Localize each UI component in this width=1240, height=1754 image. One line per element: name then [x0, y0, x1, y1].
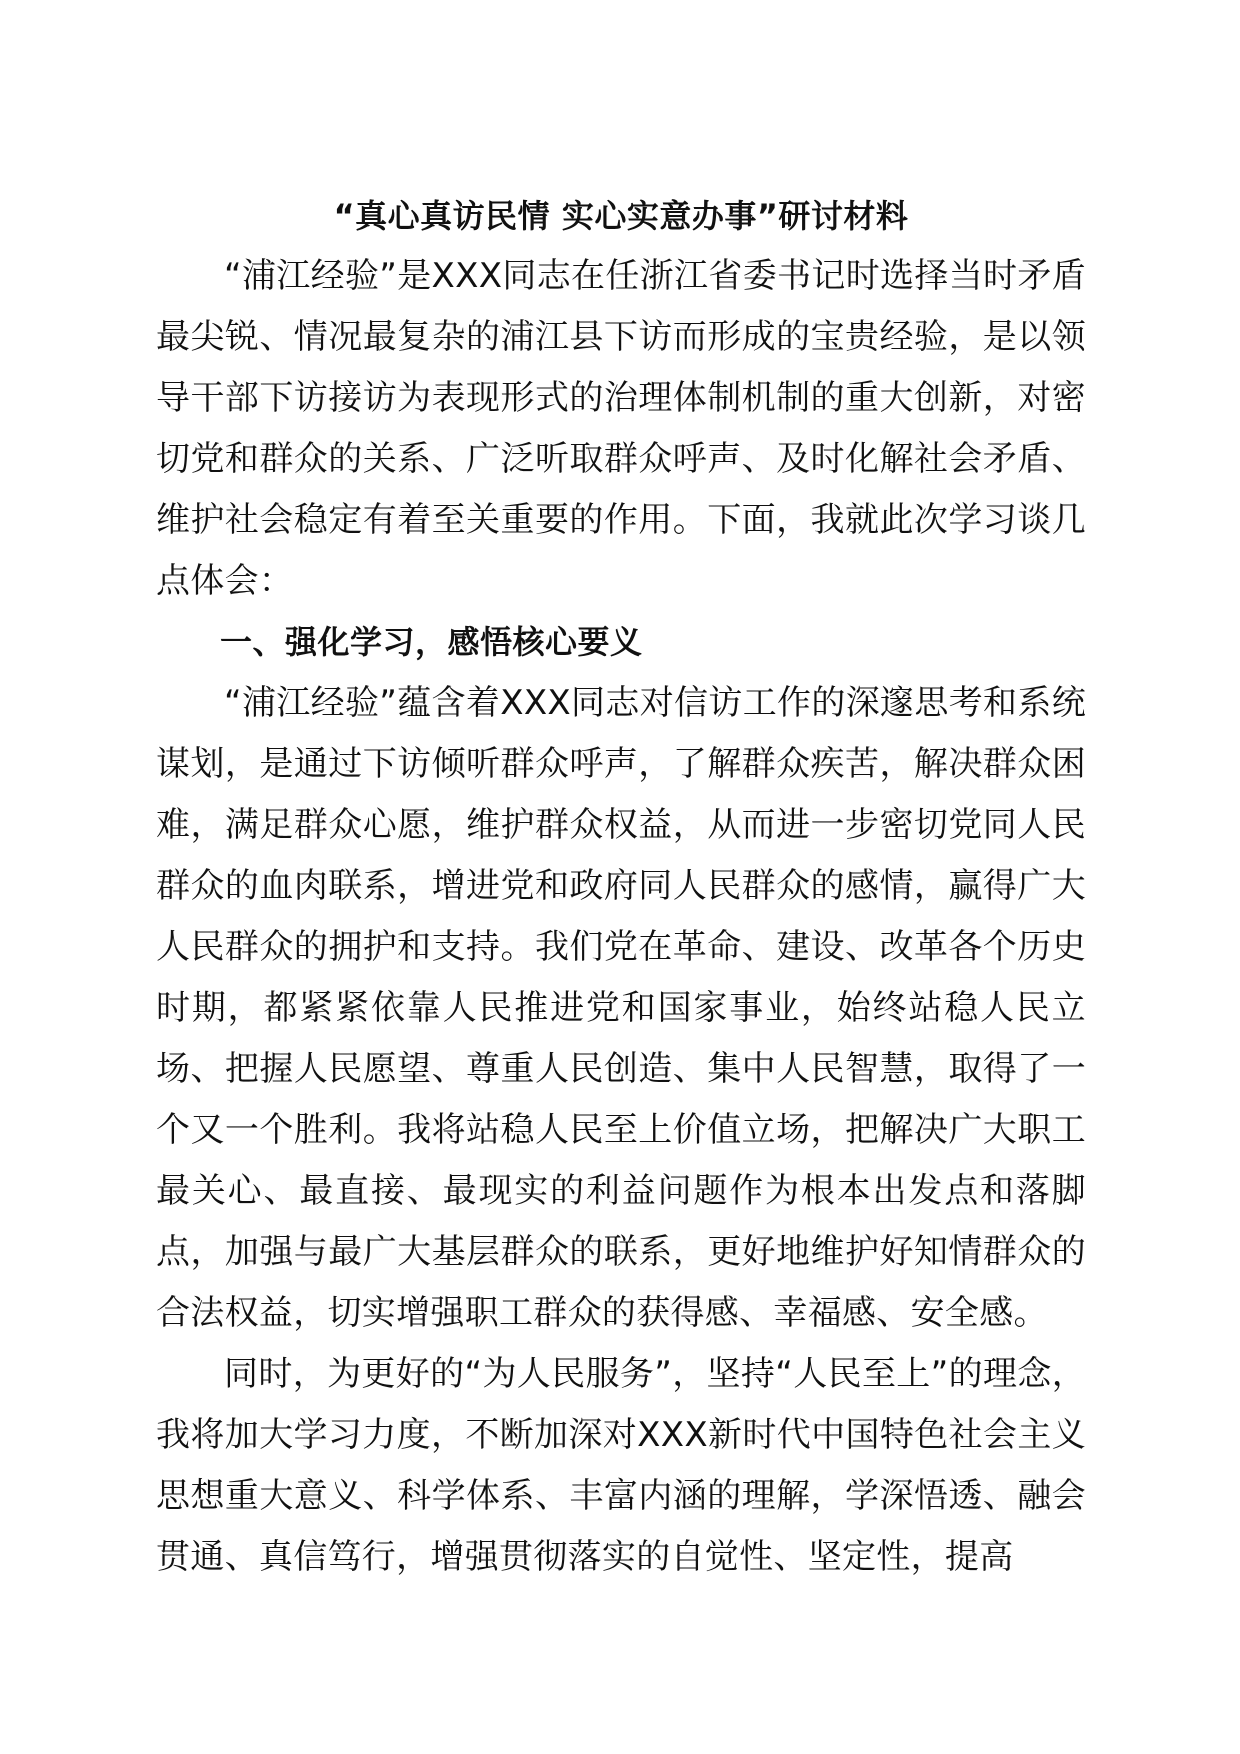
- body-paragraph-1: “浦江经验”蕴含着XXX同志对信访工作的深邃思考和系统谋划，是通过下访倾听群众呼声，了解群众疾苦，解决群众困难，满足群众心愿，维护群众权益，从而进一步密切党同人民群众的血肉联系，增进党和政府同人民群众的感情，赢得广大人民群众的拥护和支持。我们党在革命、建设、改革各个历史时期，都紧紧依靠人民推进党和国家事业，始终站稳人民立场、把握人民愿望、尊重人民创造、集中人民智慧，取得了一个又一个胜利。我将站稳人民至上价值立场，把解决广大职工最关心、最直接、最现实的利益问题作为根本出发点和落脚点，加强与最广大基层群众的联系，更好地维护好知情群众的合法权益，切实增强职工群众的获得感、幸福感、安全感。: [156, 683, 1086, 1333]
- section-heading-1: 一、强化学习，感悟核心要义: [220, 623, 643, 661]
- intro-paragraph: “浦江经验”是XXX同志在任浙江省委书记时选择当时矛盾最尖锐、情况最复杂的浦江县下访而形成的宝贵经验，是以领导干部下访接访为表现形式的治理体制机制的重大创新，对密切党和群众的关系、广泛听取群众呼声、及时化解社会矛盾、维护社会稳定有着至关重要的作用。下面，我就此次学习谈几点体会：: [156, 256, 1086, 601]
- document-page: [156, 186, 1086, 1588]
- body-paragraph-2: 同时，为更好的“为人民服务”，坚持“人民至上”的理念，我将加大学习力度，不断加深对XXX新时代中国特色社会主义思想重大意义、科学体系、丰富内涵的理解，学深悟透、融会贯通、真信笃行，增强贯彻落实的自觉性、坚定性，提高: [156, 1354, 1086, 1577]
- document-title: “真心真访民情 实心实意办事”研讨材料: [333, 197, 909, 235]
